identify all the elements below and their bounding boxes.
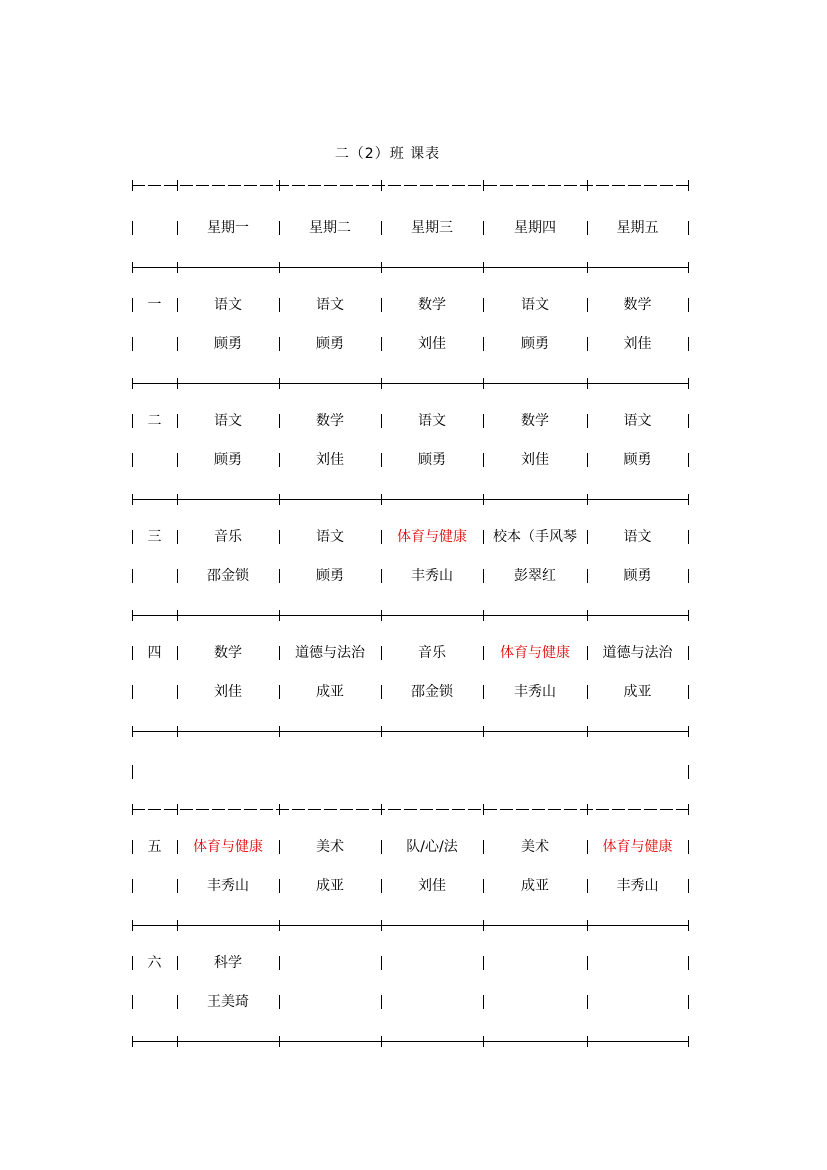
- page-title: 二（2）班 课表: [334, 146, 441, 162]
- period-label-blank: [132, 334, 177, 354]
- cell-divider: [688, 765, 689, 779]
- subject-cell: 体育与健康: [193, 839, 263, 855]
- rule-tick: [381, 726, 382, 737]
- subject-cell: [279, 953, 381, 973]
- teacher-cell: 成亚: [521, 878, 549, 894]
- table-rule: [132, 731, 688, 732]
- subject-cell: 体育与健康: [500, 645, 570, 661]
- period-label-blank: [132, 876, 177, 896]
- subject-cell: 音乐: [418, 645, 446, 661]
- rule-tick: [132, 378, 133, 389]
- teacher-cell: [279, 992, 381, 1012]
- teacher-cell: 丰秀山: [514, 684, 556, 700]
- rule-tick: [279, 920, 280, 931]
- subject-cell: 数学: [214, 645, 242, 661]
- rule-tick: [132, 920, 133, 931]
- cell-divider: [688, 414, 689, 428]
- subject-cell: 语文: [418, 413, 446, 429]
- subject-cell: [381, 953, 483, 973]
- cell-divider: [688, 685, 689, 699]
- rule-tick: [688, 610, 689, 621]
- subject-cell: 语文: [316, 297, 344, 313]
- rule-tick: [132, 180, 133, 191]
- header-day: 星期四: [514, 220, 556, 236]
- rule-tick: [279, 610, 280, 621]
- rule-tick: [587, 378, 588, 389]
- table-rule: [132, 383, 688, 384]
- subject-cell: 数学: [418, 297, 446, 313]
- teacher-cell: 刘佳: [623, 336, 652, 352]
- teacher-cell: 顾勇: [418, 452, 446, 468]
- rule-tick: [279, 494, 280, 505]
- rule-tick: [587, 920, 588, 931]
- header-day: 星期二: [309, 220, 351, 236]
- rule-tick: [483, 726, 484, 737]
- rule-tick: [587, 262, 588, 273]
- teacher-cell: 丰秀山: [616, 878, 659, 894]
- rule-tick: [483, 494, 484, 505]
- cell-divider: [688, 569, 689, 583]
- teacher-cell: 丰秀山: [411, 568, 453, 584]
- table-rule: [132, 925, 688, 926]
- rule-tick: [483, 804, 484, 815]
- rule-tick: [279, 378, 280, 389]
- rule-tick: [279, 262, 280, 273]
- header-day: 星期三: [411, 220, 453, 236]
- rule-tick: [483, 180, 484, 191]
- rule-tick: [381, 920, 382, 931]
- subject-cell: 数学: [623, 297, 652, 313]
- cell-divider: [688, 956, 689, 970]
- rule-tick: [132, 1036, 133, 1047]
- header-corner: [132, 218, 177, 238]
- period-label: 四: [147, 645, 162, 661]
- rule-tick: [177, 378, 178, 389]
- rule-tick: [132, 726, 133, 737]
- rule-tick: [483, 378, 484, 389]
- rule-tick: [279, 726, 280, 737]
- subject-cell: 美术: [521, 839, 549, 855]
- period-label: 五: [147, 839, 162, 855]
- teacher-cell: 刘佳: [418, 336, 446, 352]
- rule-tick: [381, 180, 382, 191]
- rule-tick: [688, 1036, 689, 1047]
- table-rule: [132, 267, 688, 268]
- teacher-cell: 顾勇: [521, 336, 549, 352]
- header-day: 星期一: [207, 220, 249, 236]
- teacher-cell: [587, 992, 688, 1012]
- rule-tick: [483, 1036, 484, 1047]
- subject-cell: [587, 953, 688, 973]
- rule-tick: [688, 494, 689, 505]
- period-label-blank: [132, 450, 177, 470]
- rule-tick: [587, 804, 588, 815]
- subject-cell: 道德与法治: [602, 645, 673, 661]
- subject-cell: 科学: [214, 955, 242, 971]
- cell-divider: [688, 995, 689, 1009]
- rule-tick: [587, 610, 588, 621]
- rule-tick: [587, 1036, 588, 1047]
- cell-divider: [688, 337, 689, 351]
- rule-tick: [279, 180, 280, 191]
- rule-tick: [587, 726, 588, 737]
- teacher-cell: 顾勇: [623, 568, 652, 584]
- subject-cell: 语文: [316, 529, 344, 545]
- subject-cell: 语文: [623, 413, 652, 429]
- rule-tick: [688, 180, 689, 191]
- subject-cell: 数学: [521, 413, 549, 429]
- rule-tick: [279, 804, 280, 815]
- rule-tick: [587, 494, 588, 505]
- table-rule: [132, 809, 688, 810]
- teacher-cell: 彭翠红: [514, 568, 556, 584]
- teacher-cell: 刘佳: [316, 452, 344, 468]
- rule-tick: [483, 610, 484, 621]
- rule-tick: [132, 610, 133, 621]
- teacher-cell: 邵金锁: [411, 684, 453, 700]
- cell-divider: [688, 646, 689, 660]
- teacher-cell: 成亚: [316, 684, 344, 700]
- rule-tick: [177, 180, 178, 191]
- rule-tick: [177, 610, 178, 621]
- subject-cell: 语文: [214, 297, 242, 313]
- rule-tick: [587, 180, 588, 191]
- rule-tick: [381, 378, 382, 389]
- period-label: 一: [147, 297, 162, 313]
- table-rule: [132, 615, 688, 616]
- cell-divider: [688, 298, 689, 312]
- teacher-cell: [483, 992, 587, 1012]
- rule-tick: [177, 1036, 178, 1047]
- period-label-blank: [132, 992, 177, 1012]
- subject-cell: 体育与健康: [602, 839, 673, 855]
- rule-tick: [381, 494, 382, 505]
- subject-cell: 语文: [214, 413, 242, 429]
- teacher-cell: 丰秀山: [207, 878, 249, 894]
- cell-divider: [688, 879, 689, 893]
- cell-divider: [688, 840, 689, 854]
- rule-tick: [381, 610, 382, 621]
- rule-tick: [688, 378, 689, 389]
- cell-divider: [688, 530, 689, 544]
- table-rule: [132, 185, 688, 186]
- table-rule: [132, 1041, 688, 1042]
- rule-tick: [177, 804, 178, 815]
- rule-tick: [483, 262, 484, 273]
- teacher-cell: 刘佳: [418, 878, 446, 894]
- cell-divider: [688, 221, 689, 235]
- teacher-cell: 成亚: [316, 878, 344, 894]
- rule-tick: [688, 920, 689, 931]
- teacher-cell: 刘佳: [214, 684, 242, 700]
- subject-cell: 语文: [623, 529, 652, 545]
- subject-cell: 校本（手风琴: [493, 529, 577, 545]
- header-day: 星期五: [616, 220, 659, 236]
- rule-tick: [381, 262, 382, 273]
- subject-cell: 语文: [521, 297, 549, 313]
- rule-tick: [177, 726, 178, 737]
- period-label: 二: [147, 413, 162, 429]
- teacher-cell: 顾勇: [316, 336, 344, 352]
- cell-divider: [132, 765, 133, 779]
- teacher-cell: 顾勇: [623, 452, 652, 468]
- schedule-table: [132, 185, 688, 1055]
- period-label: 六: [147, 955, 162, 971]
- teacher-cell: 顾勇: [316, 568, 344, 584]
- period-label-blank: [132, 566, 177, 586]
- subject-cell: 美术: [316, 839, 344, 855]
- rule-tick: [279, 1036, 280, 1047]
- teacher-cell: 刘佳: [521, 452, 549, 468]
- period-label-blank: [132, 682, 177, 702]
- rule-tick: [177, 494, 178, 505]
- rule-tick: [381, 804, 382, 815]
- subject-cell: 数学: [316, 413, 344, 429]
- subject-cell: 队/心/法: [406, 839, 458, 855]
- rule-tick: [132, 494, 133, 505]
- teacher-cell: 成亚: [623, 684, 652, 700]
- rule-tick: [381, 1036, 382, 1047]
- subject-cell: [483, 953, 587, 973]
- rule-tick: [483, 920, 484, 931]
- teacher-cell: 王美琦: [207, 994, 249, 1010]
- table-rule: [132, 499, 688, 500]
- cell-divider: [688, 453, 689, 467]
- subject-cell: 音乐: [214, 529, 242, 545]
- rule-tick: [688, 262, 689, 273]
- teacher-cell: 顾勇: [214, 336, 242, 352]
- teacher-cell: 顾勇: [214, 452, 242, 468]
- rule-tick: [132, 804, 133, 815]
- rule-tick: [177, 262, 178, 273]
- teacher-cell: 邵金锁: [207, 568, 249, 584]
- rule-tick: [688, 804, 689, 815]
- period-label: 三: [147, 529, 162, 545]
- teacher-cell: [381, 992, 483, 1012]
- rule-tick: [177, 920, 178, 931]
- rule-tick: [132, 262, 133, 273]
- subject-cell: 道德与法治: [295, 645, 365, 661]
- rule-tick: [688, 726, 689, 737]
- subject-cell: 体育与健康: [397, 529, 467, 545]
